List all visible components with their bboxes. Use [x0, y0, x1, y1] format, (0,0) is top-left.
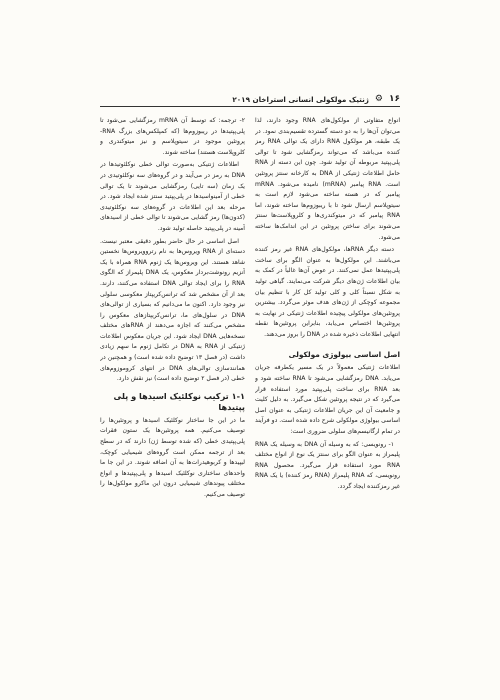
paragraph: دسته دیگر RNAها، مولکول‌های RNA غیر رمز کننده می‌باشند. این مولکول‌ها به عنوان الگو برای ساخت پلی‌پپتیدها عمل نمی‌کنند. در عوض آن‌ها غالباً در کمک به بیان اطلاعات ژن‌های دیگر شرکت می‌نمایند. گیاهی تولید به شکل نسبتاً کلی و کلی تولید کل کار با تنظیم بیان مجموعه کوچکی از ژن‌های هدف موثر می‌گردد. بیشترین پروتئین‌های مولکولی پیچیده اطلاعات ژنتیکی در نهایت به پروتئین‌ها اختصاص می‌یابد، بنابراین پروتئین‌ها نقطه انتهایی اطلاعات ذخیره شده در DNA را بروز می‌دهند. — [255, 246, 400, 338]
ornament-icon: ⚙ — [374, 94, 383, 104]
paragraph: اصل اساسی در حال حاضر بطور دقیقی معتبر نیست. دسته‌ای از RNA ویروس‌ها به نام رتروویروس‌ها نخستین شاهد هستند. این ویروس‌ها یک ژنوم RNA همراه با یک آنزیم رونوشت‌بردار معکوس، یک DNA پلیمراز که الگوی RNA را برای ایجاد توالی DNA استفاده می‌کنند، دارند. بعد از آن مشخص شد که ترانس‌کریپتاز معکوسی سلولی نیز وجود دارد. اکنون ما می‌دانیم که بسیاری از توالی‌های DNA در سلول‌های ما، ترانس‌کریپتازهای معکوس را مشخص می‌کنند که اجازه می‌دهند از RNAهای مختلف نسخه‌هایی DNA ایجاد شود. این جریان معکوس اطلاعات ژنتیکی از RNA به DNA در تکامل ژنوم ما سهم زیادی داشت (در فصل ۱۳ توضیح داده شده است) و همچنین در همانندسازی توالی‌های DNA در انتهای کروموزوم‌های خطی (در فصل ۲ توضیح داده است) نیز نقش دارد. — [100, 237, 245, 383]
paragraph: اطلاعات ژنتیکی به‌صورت توالی خطی نوکلئوتیدها در DNA به رمز در می‌آیند و در گروه‌های سه نوکلئوتیدی در یک زمان (سه تایی) رمزگشایی می‌شوند تا یک توالی خطی از آمینواسیدها در پلی‌پپتید سنتز شده ایجاد شود. در مرحله بعد این اطلاعات در گروه‌های سه نوکلئوتیدی (کدون‌ها) رمز گشایی می‌شوند تا توالی خطی از اسیدهای آمینه در پلی‌پپتید حاصله تولید شود. — [100, 161, 245, 232]
paragraph: ۱- رونویسی: که به وسیله آن DNA به وسیله یک RNA پلیمراز به عنوان الگو برای سنتز یک نوع از انواع مختلف RNA مورد استفاده قرار می‌گیرد. محصول RNA رونویسی، که RNA پلیمراز (RNA رمز کننده) یا یک RNA غیر رمزکننده ایجاد گردد. — [255, 440, 400, 490]
paragraph: انواع متفاوتی از مولکول‌های RNA وجود دارند، لذا می‌توان آن‌ها را به دو دسته گسترده تقسیم‌بندی نمود. در یک طبقه، هر مولکول RNA دارای یک توالی RNA رمز کننده می‌باشد که می‌تواند رمزگشایی شود تا توالی پلی‌پپتید مربوطه آن تولید شود. چون این دسته از RNA حامل اطلاعات ژنتیکی از DNA به کارخانه سنتز پروتئین است. RNA پیامبر (mRNA) نامیده می‌شود. mRNA پیامبر که در هسته ساخته می‌شود لازم است به سیتوپلاسم ارسال شود تا با ریبوزوم‌ها ساخته شوند، اما RNA پیامبر که در میتوکندری‌ها و کلروپلاست‌ها سنتز می‌شوند برای ساختن پروتئین در این اندامک‌ها ساخته می‌شود. — [255, 117, 400, 241]
paragraph: ۲- ترجمه: که توسط آن mRNA رمزگشایی می‌شود تا پلی‌پپتیدها در ریبوزوم‌ها (که کمپلکس‌های بزرگ RNA- پروتئین موجود در سیتوپلاسم و نیز میتوکندری و کلروپلاست هستند) ساخته شوند. — [100, 117, 245, 156]
paragraph: ما در این جا ساختار نوکلئیک اسیدها و پروتئین‌ها را توصیف می‌کنیم. همه پروتئین‌ها یک ستون فقرات پلی‌پپتیدی خطی (که شده توسط ژن) دارند که در سطح بعد از ترجمه ممکن است گروه‌های شیمیایی کوچک، لیپیدها و کربوهیدرات‌ها به آن اضافه شوند. در این جا ما واحدهای ساختاری نوکلئیک اسیدها و پلی‌پپتیدها و انواع مختلف پیوندهای شیمیایی درون این ماکرو مولکول‌ها را توصیف می‌کنیم. — [100, 416, 245, 498]
page-number: ۱۶ — [389, 94, 400, 104]
paragraph: اطلاعات ژنتیکی معمولاً در یک مسیر یکطرفه جریان می‌یابد. DNA رمزگشایی می‌شود تا RNA ساخته شود و بعد RNA برای ساخت پلی‌پپتید مورد استفاده قرار می‌گیرد که در نتیجه پروتئین شکل می‌گیرد. به دلیل کلیت و جامعیت آن این جریان اطلاعات ژنتیکی به عنوان اصل اساسی بیولوژی مولکولی شرح داده شده است. دو فرآیند در تمام ارگانیسم‌های سلولی ضروری است: — [255, 364, 400, 436]
running-title: ژنتیک مولکولی انسانی استراخان ۲۰۱۹ — [232, 94, 369, 104]
right-column — [255, 116, 400, 586]
section-heading: ۱-۱ ترکیب نوکلئیک اسیدها و پلی پپتیدها — [113, 390, 245, 412]
section-heading: اصل اساسی بیولوژی مولکولی — [288, 350, 400, 360]
left-column — [100, 116, 245, 586]
running-header — [100, 92, 400, 107]
